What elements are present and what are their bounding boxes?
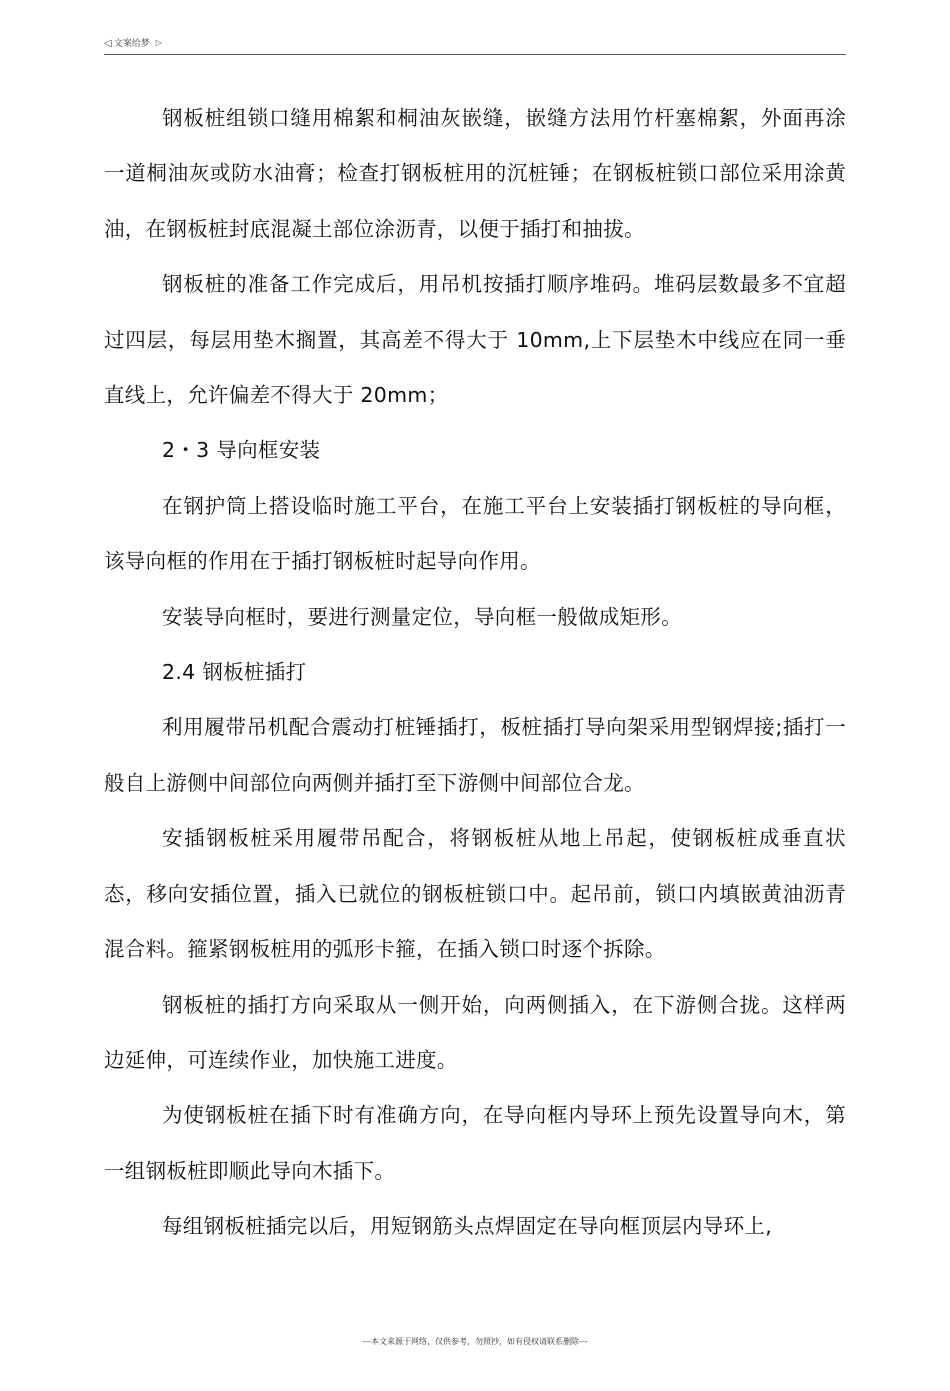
- left-triangle-icon: ◁: [104, 38, 112, 49]
- section-heading: 2.4 钢板桩插打: [162, 660, 307, 685]
- header-title: 文案给梦: [113, 39, 150, 49]
- paragraph: 每组钢板桩插完以后，用短钢筋头点焊固定在导向框顶层内导环上,: [162, 1214, 773, 1239]
- paragraph: 钢板桩组锁口缝用棉絮和桐油灰嵌缝，嵌缝方法用竹杆塞棉絮，外面再涂一道桐油灰或防水油膏；检查打钢板桩用的沉桩锤；在钢板桩锁口部位采用涂黄油，在钢板桩封底混凝土部位涂沥青，以便于插打和抽拔。: [104, 106, 846, 241]
- paragraph: 安装导向框时，要进行测量定位，导向框一般做成矩形。: [162, 604, 682, 629]
- paragraph: 在钢护筒上搭设临时施工平台，在施工平台上安装插打钢板桩的导向框，该导向框的作用在于插打钢板桩时起导向作用。: [104, 493, 846, 574]
- document-body: [104, 91, 846, 1255]
- paragraph: 安插钢板桩采用履带吊配合，将钢板桩从地上吊起，使钢板桩成垂直状态，移向安插位置，插入已就位的钢板桩锁口中。起吊前，锁口内填嵌黄油沥青混合料。箍紧钢板桩用的弧形卡箍，在插入锁口时逐个拆除。: [104, 826, 846, 962]
- paragraph: 钢板桩的插打方向采取从一侧开始，向两侧插入，在下游侧合拢。这样两边延伸，可连续作业，加快施工进度。: [104, 992, 846, 1072]
- paragraph: 钢板桩的准备工作完成后，用吊机按插打顺序堆码。堆码层数最多不宜超过四层，每层用垫木搁置，其高差不得大于 10mm,上下层垫木中线应在同一垂直线上，允许偏差不得大于 20mm；: [104, 272, 846, 408]
- paragraph: 利用履带吊机配合震动打桩锤插打，板桩插打导向架采用型钢焊接;插打一般自上游侧中间部位向两侧并插打至下游侧中间部位合龙。: [104, 715, 846, 795]
- right-triangle-icon: ▷: [155, 38, 162, 47]
- page-header: [104, 38, 846, 55]
- paragraph: 为使钢板桩在插下时有准确方向，在导向框内导环上预先设置导向木，第一组钢板桩即顺此导向木插下。: [104, 1103, 846, 1183]
- section-heading: 2・3 导向框安装: [162, 438, 321, 463]
- page-footer: ---本文来源于网络，仅供参考，勿照抄，如有侵权请联系删除---: [362, 1337, 588, 1346]
